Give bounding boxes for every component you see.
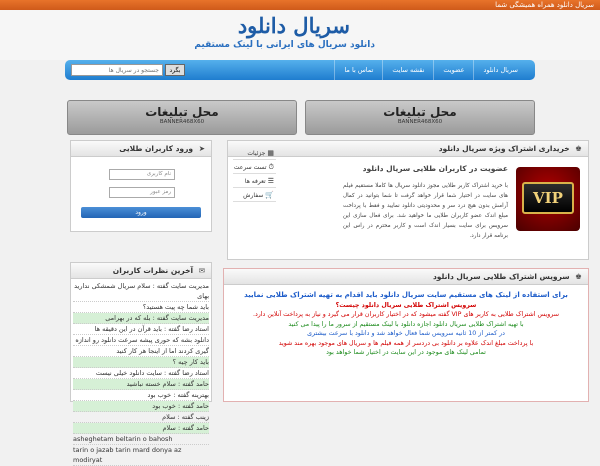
vip-image[interactable]	[516, 167, 580, 231]
vip-panel-title: خریداری اشتراک ویژه سریال دانلود	[438, 144, 570, 153]
comment-item[interactable]: asheghetam beltarin o bahosh	[73, 434, 209, 445]
golden-line-5: در کمتر از 10 ثانیه سرویس شما فعال خواهد شد و دانلود با سرعت بیشتری	[307, 330, 505, 337]
ad-banner-right[interactable]	[305, 100, 535, 135]
chat-icon: ✉	[198, 266, 205, 275]
golden-panel-title: سرویس اشتراک طلایی سریال دانلود	[432, 272, 570, 281]
login-icon: ➤	[198, 144, 205, 153]
comment-item[interactable]: گیری کردند اما از اینجا هر کار کنید	[73, 346, 209, 357]
comment-item[interactable]: حامد گفته : سلام خسته نباشید	[73, 379, 209, 390]
ad-banner-left[interactable]	[67, 100, 297, 135]
golden-panel-header	[224, 269, 588, 285]
login-title: ورود کاربران طلایی	[119, 144, 194, 153]
cart-icon: 🛒	[265, 191, 274, 199]
comment-item[interactable]: حامد گفته : خوب بود	[73, 401, 209, 412]
comment-list	[73, 281, 209, 466]
ad-size: BANNER468X60	[397, 119, 443, 125]
main-navbar	[65, 60, 535, 80]
login-button[interactable]: ورود	[81, 207, 201, 218]
comment-item[interactable]: استاد رضا گفته : باید قرآن در این دقیقه ها	[73, 324, 209, 335]
comments-panel	[70, 262, 212, 464]
vip-side-buttons	[233, 146, 276, 202]
golden-line-4: با تهیه اشتراک طلایی سریال دانلود اجازه دانلود با لینک مستقیم از سرور ما را پیدا می کنید	[288, 320, 524, 328]
comment-item[interactable]: حامد گفته : سلام	[73, 423, 209, 434]
site-title[interactable]: سریال دانلود	[237, 13, 350, 38]
top-marquee: سریال دانلود همراه همیشگی شما	[0, 0, 600, 10]
vip-heading: عضویت در کاربران طلایی سریال دانلود	[362, 164, 508, 173]
login-panel	[70, 140, 212, 232]
details-button[interactable]: ▦جزئیات	[233, 146, 276, 160]
search-box	[71, 64, 185, 76]
golden-line-2: سرویس اشتراک طلایی سریال دانلود چیست؟	[335, 301, 477, 309]
comment-item[interactable]: باید کار چیه ؟	[73, 357, 209, 368]
site-header	[0, 10, 600, 60]
comment-item[interactable]: استاد رضا گفته : سایت دانلود خیلی نیست	[73, 368, 209, 379]
search-button[interactable]: بگرد	[165, 64, 185, 76]
comment-item[interactable]: باید شما چه پیت هستید؟	[73, 302, 209, 313]
golden-line-6: با پرداخت مبلغ اندک علاوه بر دانلود بی دردسر از همه فیلم ها و سریال های موجود بهره مند شوید	[278, 339, 534, 347]
grid-icon: ▦	[267, 149, 274, 157]
login-panel-header	[71, 141, 211, 157]
site-subtitle: دانلود سریال های ایرانی با لینک مستقیم	[194, 40, 375, 50]
comment-item[interactable]: مدیریت سایت گفته : سلام سریال شمشکی ندارید بهای	[74, 282, 209, 300]
speed-test-button[interactable]: ⏱تست سرعت	[233, 160, 276, 174]
nav-item-register[interactable]: عضویت	[433, 60, 473, 80]
comment-item[interactable]: tarin o jazab tarin mard donya az modiryat	[73, 445, 209, 466]
username-field[interactable]: نام کاربری	[109, 169, 175, 180]
list-icon: ☰	[267, 177, 274, 185]
ad-title: محل تبلیغات	[383, 105, 457, 119]
order-button[interactable]: 🛒سفارش	[233, 188, 276, 202]
vip-panel-header	[228, 141, 588, 157]
golden-line-1: برای استفاده از لینک های مستقیم سایت سریال دانلود باید اقدام به تهیه اشتراک طلایی نمایید	[244, 291, 568, 299]
tariffs-button[interactable]: ☰تعرفه ها	[233, 174, 276, 188]
trophy-icon: ♚	[575, 272, 582, 281]
nav-item-sitemap[interactable]: نقشه سایت	[382, 60, 433, 80]
vip-badge: VIP	[522, 182, 574, 214]
comments-panel-header	[71, 263, 211, 279]
comment-item[interactable]: مدیریت سایت گفته : بله که در بهرامی	[73, 313, 209, 324]
ad-title: محل تبلیغات	[145, 105, 219, 119]
speed-icon: ⏱	[268, 163, 274, 171]
ad-size: BANNER468X60	[159, 119, 205, 125]
comments-title: آخرین نظرات کاربران	[112, 266, 194, 275]
golden-panel	[223, 268, 589, 402]
search-input[interactable]	[71, 64, 163, 76]
golden-line-3: سرویس اشتراک طلایی به کاربر های VIP گفته میشود که در اختیار کاربران قرار می گیرد و نیاز به پرداخت آنلاین دارد.	[252, 311, 560, 318]
comment-item[interactable]: دانلود بشه که حوری پیشه سرعت دانلود رو اندازه	[73, 335, 209, 346]
nav-menu	[334, 60, 527, 80]
password-field[interactable]: رمز عبور	[109, 187, 175, 198]
nav-item-contact[interactable]: تماس با ما	[334, 60, 382, 80]
comment-item[interactable]: بهترینه گفته : خوب بود	[73, 390, 209, 401]
golden-content	[230, 291, 582, 358]
trophy-icon: ♚	[575, 144, 582, 153]
vip-description: با خرید اشتراک کاربر طلایی مجوز دانلود سریال ها کاملا مستقیم فیلم های سایت در اختیار شما قرار خواهد گرفت تا شما بتوانید در کمال آرامش بدون هیچ درد سر و محدودیتی دانلود نمایید و فقط با پرداخت مبلغ اندک عضو کاربران طلایی ما خواهید شد. برای فعال سازی این سرویس برای سایت بسیار اندک است و کاربر محترم در راس این برنامه قرار دارد.	[343, 183, 508, 239]
nav-item-home[interactable]: سریال دانلود	[473, 60, 527, 80]
vip-panel	[227, 140, 589, 260]
golden-line-7: تمامی لینک های موجود در این سایت در اختیار شما خواهد بود	[326, 349, 486, 356]
comment-item[interactable]: زینب گفته : سلام	[73, 412, 209, 423]
